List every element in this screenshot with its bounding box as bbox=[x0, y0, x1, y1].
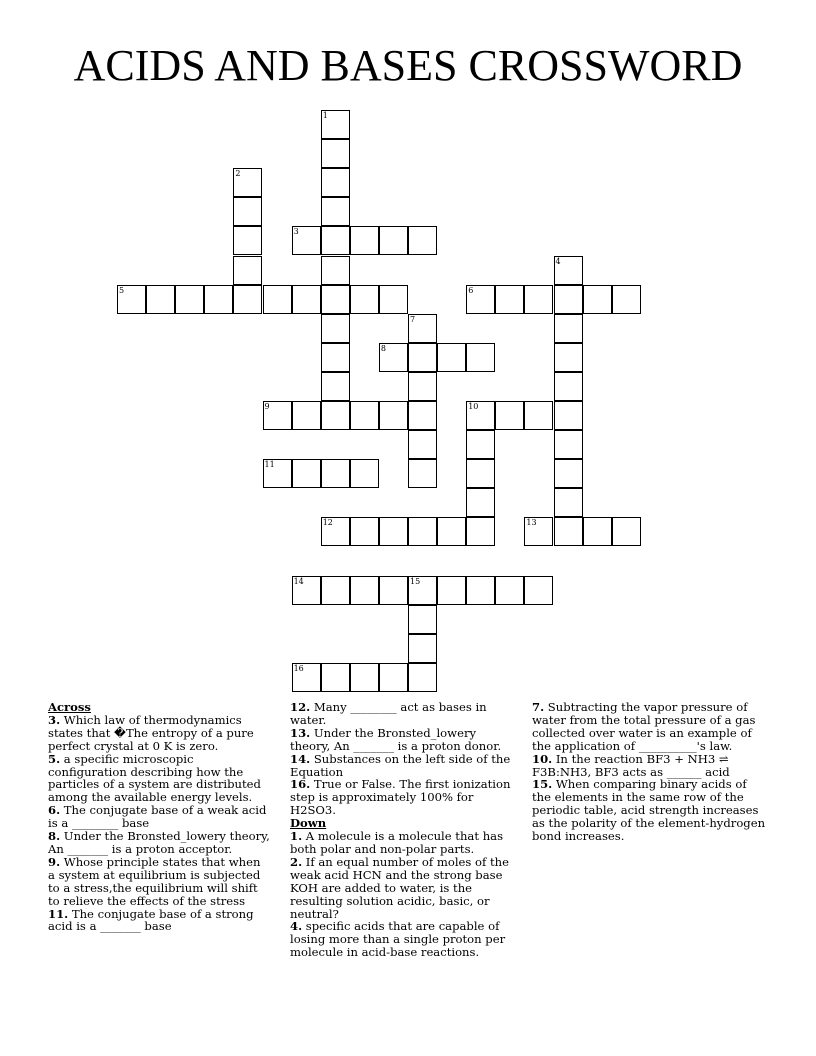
clue-number: 13 bbox=[526, 518, 537, 528]
grid-cell[interactable] bbox=[321, 401, 350, 430]
grid-cell[interactable] bbox=[175, 285, 204, 314]
clue-number: 7 bbox=[410, 314, 416, 324]
grid-cell[interactable] bbox=[321, 139, 350, 168]
clue-number: 15 bbox=[410, 576, 421, 586]
grid-cell[interactable] bbox=[524, 401, 553, 430]
grid-cell[interactable] bbox=[554, 430, 583, 459]
clue-text: When comparing binary acids of the elements in the same row of the periodic table, acid strength increases as the polarity of the element-hydrogen bond increases. bbox=[532, 777, 766, 844]
page-title: ACIDS AND BASES CROSSWORD bbox=[73, 41, 743, 90]
grid-cell[interactable] bbox=[321, 256, 350, 285]
grid-cell[interactable] bbox=[321, 314, 350, 343]
grid-cell[interactable] bbox=[408, 401, 437, 430]
grid-cell[interactable] bbox=[321, 343, 350, 372]
grid-cell[interactable] bbox=[437, 517, 466, 546]
grid-cell[interactable] bbox=[524, 576, 553, 605]
grid-cell[interactable] bbox=[466, 517, 495, 546]
grid-cell[interactable] bbox=[554, 314, 583, 343]
down-header: Down bbox=[290, 816, 327, 831]
clue-column-2 bbox=[290, 701, 518, 959]
grid-cell-13[interactable] bbox=[524, 517, 553, 546]
grid-cell-1[interactable] bbox=[321, 110, 350, 139]
clue-number-label: 6. bbox=[48, 803, 61, 818]
clue-across-9 bbox=[48, 856, 270, 908]
clue-across-6 bbox=[48, 804, 270, 830]
clue-text: a specific microscopic configuration describing how the particles of a system are distributed among the available energy levels. bbox=[48, 751, 261, 805]
grid-cell-4[interactable] bbox=[554, 256, 583, 285]
clue-down-15 bbox=[532, 778, 768, 843]
grid-cell[interactable] bbox=[292, 459, 321, 488]
clue-across-12 bbox=[290, 701, 518, 727]
grid-cell[interactable] bbox=[350, 459, 379, 488]
grid-cell[interactable] bbox=[437, 576, 466, 605]
grid-cell[interactable] bbox=[583, 517, 612, 546]
grid-cell[interactable] bbox=[408, 605, 437, 634]
clue-number: 10 bbox=[468, 402, 479, 411]
clue-number-label: 2. bbox=[290, 854, 303, 869]
grid-cell[interactable] bbox=[379, 663, 408, 692]
clue-number: 5 bbox=[119, 285, 125, 295]
clue-number-label: 16. bbox=[290, 777, 311, 792]
grid-cell[interactable] bbox=[350, 285, 379, 314]
clue-number: 4 bbox=[555, 256, 561, 266]
grid-cell[interactable] bbox=[408, 226, 437, 255]
clue-number: 16 bbox=[293, 663, 304, 673]
grid-cell-9[interactable] bbox=[263, 401, 292, 430]
grid-cell[interactable] bbox=[408, 372, 437, 401]
grid-cell[interactable] bbox=[292, 401, 321, 430]
clue-text: The conjugate base of a weak acid is a ________ base bbox=[48, 803, 267, 831]
grid-cell[interactable] bbox=[408, 634, 437, 663]
grid-cell[interactable] bbox=[379, 576, 408, 605]
clue-number-label: 12. bbox=[290, 700, 311, 714]
grid-cell[interactable] bbox=[321, 226, 350, 255]
grid-cell[interactable] bbox=[204, 285, 233, 314]
clue-text: The conjugate base of a strong acid is a _______ base bbox=[48, 906, 254, 934]
clue-number: 2 bbox=[235, 169, 241, 179]
clue-text: Substances on the left side of the Equation bbox=[290, 751, 511, 779]
clue-number: 6 bbox=[468, 285, 474, 295]
clue-across-14 bbox=[290, 753, 518, 779]
grid-cell-16[interactable] bbox=[292, 663, 321, 692]
grid-cell[interactable] bbox=[233, 256, 262, 285]
clue-number-label: 14. bbox=[290, 751, 311, 766]
clue-down-1 bbox=[290, 830, 518, 856]
clue-number: 11 bbox=[264, 460, 275, 470]
clue-number-label: 11. bbox=[48, 906, 69, 921]
clue-across-13 bbox=[290, 727, 518, 753]
grid-cell-8[interactable] bbox=[379, 343, 408, 372]
grid-cell[interactable] bbox=[466, 488, 495, 517]
clue-text: True or False. The first ionization step is approximately 100% for H2SO3. bbox=[290, 777, 511, 818]
grid-cell[interactable] bbox=[408, 430, 437, 459]
grid-cell[interactable] bbox=[554, 285, 583, 314]
clue-number: 1 bbox=[322, 111, 328, 120]
grid-cell[interactable] bbox=[408, 663, 437, 692]
grid-cell[interactable] bbox=[263, 285, 292, 314]
clue-number-label: 5. bbox=[48, 751, 61, 766]
grid-cell[interactable] bbox=[495, 285, 524, 314]
grid-cell[interactable] bbox=[554, 372, 583, 401]
clue-text: specific acids that are capable of losing more than a single proton per molecule in acid-base reactions. bbox=[290, 919, 506, 960]
clue-number-label: 15. bbox=[532, 777, 553, 792]
clue-number-label: 8. bbox=[48, 829, 61, 844]
grid-cell[interactable] bbox=[321, 372, 350, 401]
clue-down-2 bbox=[290, 856, 518, 921]
grid-cell-7[interactable] bbox=[408, 314, 437, 343]
grid-cell[interactable] bbox=[321, 663, 350, 692]
grid-cell[interactable] bbox=[612, 285, 641, 314]
grid-cell[interactable] bbox=[350, 663, 379, 692]
clue-down-7 bbox=[532, 701, 768, 753]
grid-cell[interactable] bbox=[466, 459, 495, 488]
grid-cell[interactable] bbox=[612, 517, 641, 546]
clue-number-label: 4. bbox=[290, 919, 303, 934]
clue-across-5 bbox=[48, 753, 270, 805]
clue-text: Whose principle states that when a system at equilibrium is subjected to a stress,the equilibrium will shift to relieve the effects of the stress bbox=[48, 854, 261, 908]
grid-cell[interactable] bbox=[233, 285, 262, 314]
grid-cell[interactable] bbox=[233, 197, 262, 226]
clue-number-label: 7. bbox=[532, 700, 545, 714]
clue-number-label: 1. bbox=[290, 829, 303, 844]
grid-cell[interactable] bbox=[554, 343, 583, 372]
grid-cell[interactable] bbox=[379, 401, 408, 430]
grid-cell-11[interactable] bbox=[263, 459, 292, 488]
clue-text: Many ________ act as bases in water. bbox=[290, 700, 487, 727]
clue-number-label: 9. bbox=[48, 854, 61, 869]
clue-column-3 bbox=[532, 701, 768, 843]
clue-column-1-clip bbox=[48, 701, 270, 961]
clue-text: Which law of thermodynamics states that �The entropy of a pure perfect crystal at 0 K is zero. bbox=[48, 712, 254, 753]
clue-number: 14 bbox=[293, 576, 304, 586]
grid-cell[interactable] bbox=[321, 576, 350, 605]
clue-text: If an equal number of moles of the weak acid HCN and the strong base KOH are added to water, is the resulting solution acidic, basic, or neutral? bbox=[290, 854, 509, 921]
clue-down-10 bbox=[532, 753, 768, 779]
grid-cell[interactable] bbox=[379, 226, 408, 255]
grid-cell[interactable] bbox=[495, 401, 524, 430]
grid-cell[interactable] bbox=[350, 576, 379, 605]
clue-down-4 bbox=[290, 920, 518, 959]
grid-cell-10[interactable] bbox=[466, 401, 495, 430]
grid-cell-6[interactable] bbox=[466, 285, 495, 314]
clue-across-16 bbox=[290, 778, 518, 817]
grid-cell-12[interactable] bbox=[321, 517, 350, 546]
clue-number-label: 13. bbox=[290, 725, 311, 740]
grid-cell[interactable] bbox=[350, 401, 379, 430]
grid-cell-2[interactable] bbox=[233, 168, 262, 197]
clue-number: 8 bbox=[380, 343, 386, 353]
across-header: Across bbox=[48, 701, 91, 714]
grid-cell[interactable] bbox=[408, 517, 437, 546]
grid-cell[interactable] bbox=[321, 197, 350, 226]
clue-text: Subtracting the vapor pressure of water from the total pressure of a gas collected over water is an example of the application of __________'s law. bbox=[532, 700, 756, 753]
clue-number: 9 bbox=[264, 402, 270, 411]
grid-cell[interactable] bbox=[524, 285, 553, 314]
grid-cell[interactable] bbox=[321, 285, 350, 314]
grid-cell[interactable] bbox=[321, 459, 350, 488]
clue-across-8 bbox=[48, 830, 270, 856]
grid-cell[interactable] bbox=[350, 517, 379, 546]
grid-cell[interactable] bbox=[554, 517, 583, 546]
clue-across-3 bbox=[48, 714, 270, 753]
clue-number: 3 bbox=[293, 227, 299, 237]
grid-cell-3[interactable] bbox=[292, 226, 321, 255]
grid-cell[interactable] bbox=[466, 430, 495, 459]
grid-cell-14[interactable] bbox=[292, 576, 321, 605]
clue-text: A molecule is a molecule that has both polar and non-polar parts. bbox=[290, 829, 504, 856]
grid-cell-15[interactable] bbox=[408, 576, 437, 605]
grid-cell[interactable] bbox=[321, 168, 350, 197]
clue-text: In the reaction BF3 + NH3 ⇌ F3B:NH3, BF3 acts as ______ acid bbox=[532, 751, 730, 779]
grid-cell[interactable] bbox=[554, 459, 583, 488]
grid-cell[interactable] bbox=[437, 343, 466, 372]
clue-text: Under the Bronsted_lowery theory, An _______ is a proton donor. bbox=[290, 725, 502, 753]
grid-cell[interactable] bbox=[583, 285, 612, 314]
grid-cell[interactable] bbox=[466, 576, 495, 605]
clue-text: Under the Bronsted_lowery theory, An _______ is a proton acceptor. bbox=[48, 829, 270, 856]
grid-cell[interactable] bbox=[495, 576, 524, 605]
clue-across-11 bbox=[48, 908, 270, 934]
grid-cell[interactable] bbox=[379, 517, 408, 546]
grid-cell[interactable] bbox=[408, 343, 437, 372]
clue-column-1 bbox=[48, 701, 270, 933]
grid-cell[interactable] bbox=[408, 459, 437, 488]
grid-cell[interactable] bbox=[233, 226, 262, 255]
grid-cell-5[interactable] bbox=[117, 285, 146, 314]
clue-number-label: 3. bbox=[48, 712, 61, 727]
grid-cell[interactable] bbox=[466, 343, 495, 372]
grid-cell[interactable] bbox=[350, 226, 379, 255]
grid-cell[interactable] bbox=[146, 285, 175, 314]
grid-cell[interactable] bbox=[292, 285, 321, 314]
grid-cell[interactable] bbox=[554, 401, 583, 430]
clue-number-label: 10. bbox=[532, 751, 553, 766]
grid-cell[interactable] bbox=[379, 285, 408, 314]
clue-number: 12 bbox=[322, 518, 333, 528]
grid-cell[interactable] bbox=[554, 488, 583, 517]
